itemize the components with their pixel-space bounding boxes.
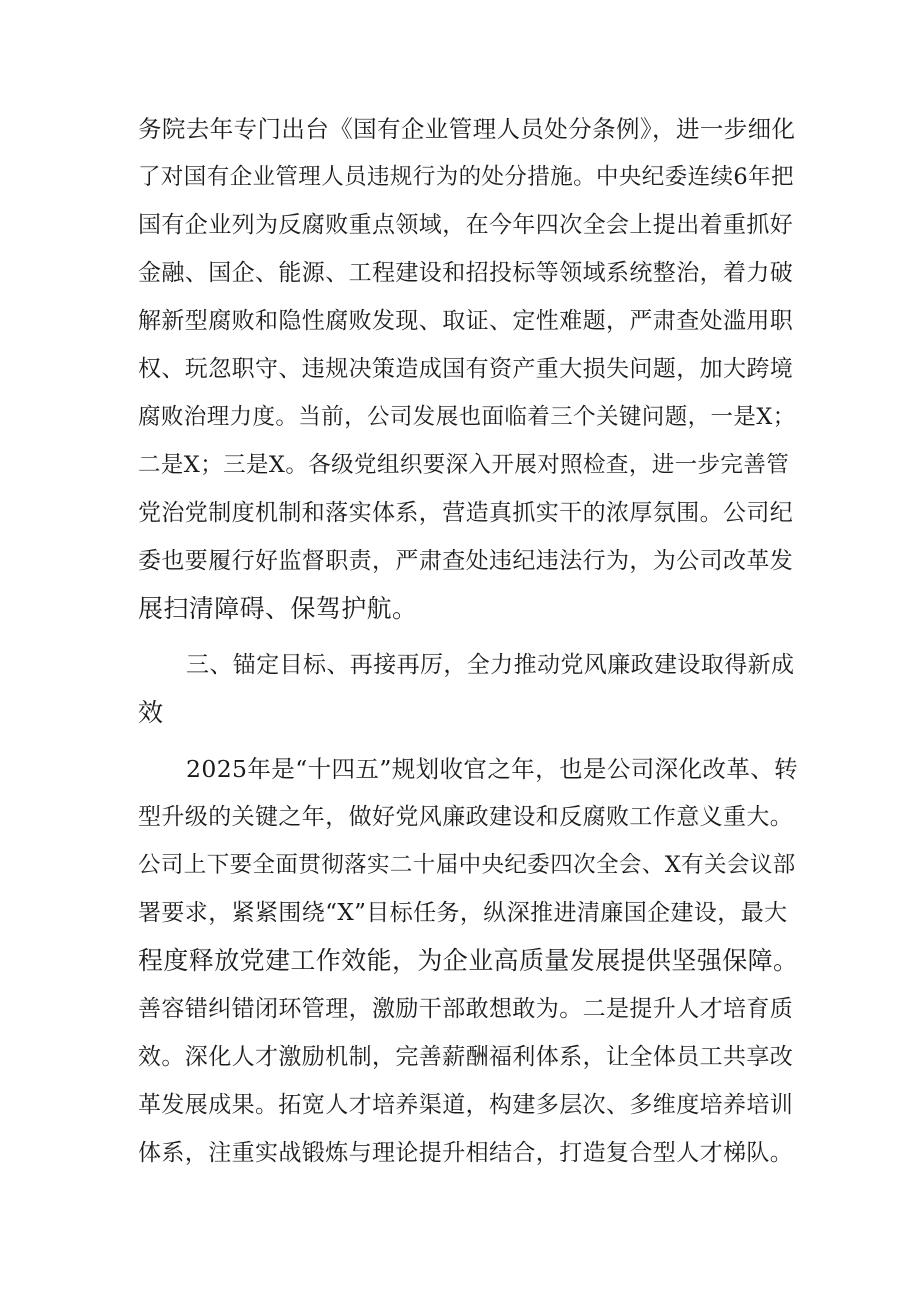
text-line: 展扫清障碍、保驾护航。 [138,594,418,623]
text-line: 署要求，紧紧围绕“X”目标任务，纵深推进清廉国企建设，最大 [138,900,788,926]
text-line: 程度释放党建工作效能，为企业高质量发展提供坚强保障。 [138,946,799,975]
text-line: 二是X；三是X。各级党组织要深入开展对照检查，进一步完善管 [138,452,790,478]
text-line: 体系，注重实战锻炼与理论提升相结合，打造复合型人才梯队。 [138,1140,794,1166]
text-line: 腐败治理力度。当前，公司发展也面临着三个关键问题，一是X； [138,404,796,430]
text-line: 了对国有企业管理人员违规行为的处分措施。中央纪委连续6年把 [138,164,794,190]
text-line: 2025年是“十四五”规划收官之年，也是公司深化改革、转 [186,755,799,783]
text-line: 金融、国企、能源、工程建设和招投标等领域系统整治，着力破 [138,260,794,286]
section-heading-line: 效 [138,698,164,727]
text-line: 革发展成果。拓宽人才培养渠道，构建多层次、多维度培养培训 [138,1092,794,1118]
text-line: 务院去年专门出台《国有企业管理人员处分条例》，进一步细化 [138,115,796,143]
text-line: 解新型腐败和隐性腐败发现、取证、定性难题，严肃查处滥用职 [138,308,794,334]
text-line: 权、玩忽职守、违规决策造成国有资产重大损失问题，加大跨境 [138,356,794,382]
text-line: 党治党制度机制和落实体系，营造真抓实干的浓厚氛围。公司纪 [138,500,794,526]
text-line: 委也要履行好监督职责，严肃查处违纪违法行为，为公司改革发 [138,548,794,574]
text-line: 国有企业列为反腐败重点领域，在今年四次全会上提出着重抓好 [138,212,794,238]
text-line: 型升级的关键之年，做好党风廉政建设和反腐败工作意义重大。 [138,804,794,830]
text-line: 效。深化人才激励机制，完善薪酬福利体系，让全体员工共享改 [138,1044,794,1070]
text-line: 公司上下要全面贯彻落实二十届中央纪委四次全会、X有关会议部 [138,852,796,878]
section-heading-line: 三、锚定目标、再接再厉，全力推动党风廉政建设取得新成 [186,652,795,678]
text-line: 善容错纠错闭环管理，激励干部敢想敢为。二是提升人才培育质 [138,996,794,1022]
